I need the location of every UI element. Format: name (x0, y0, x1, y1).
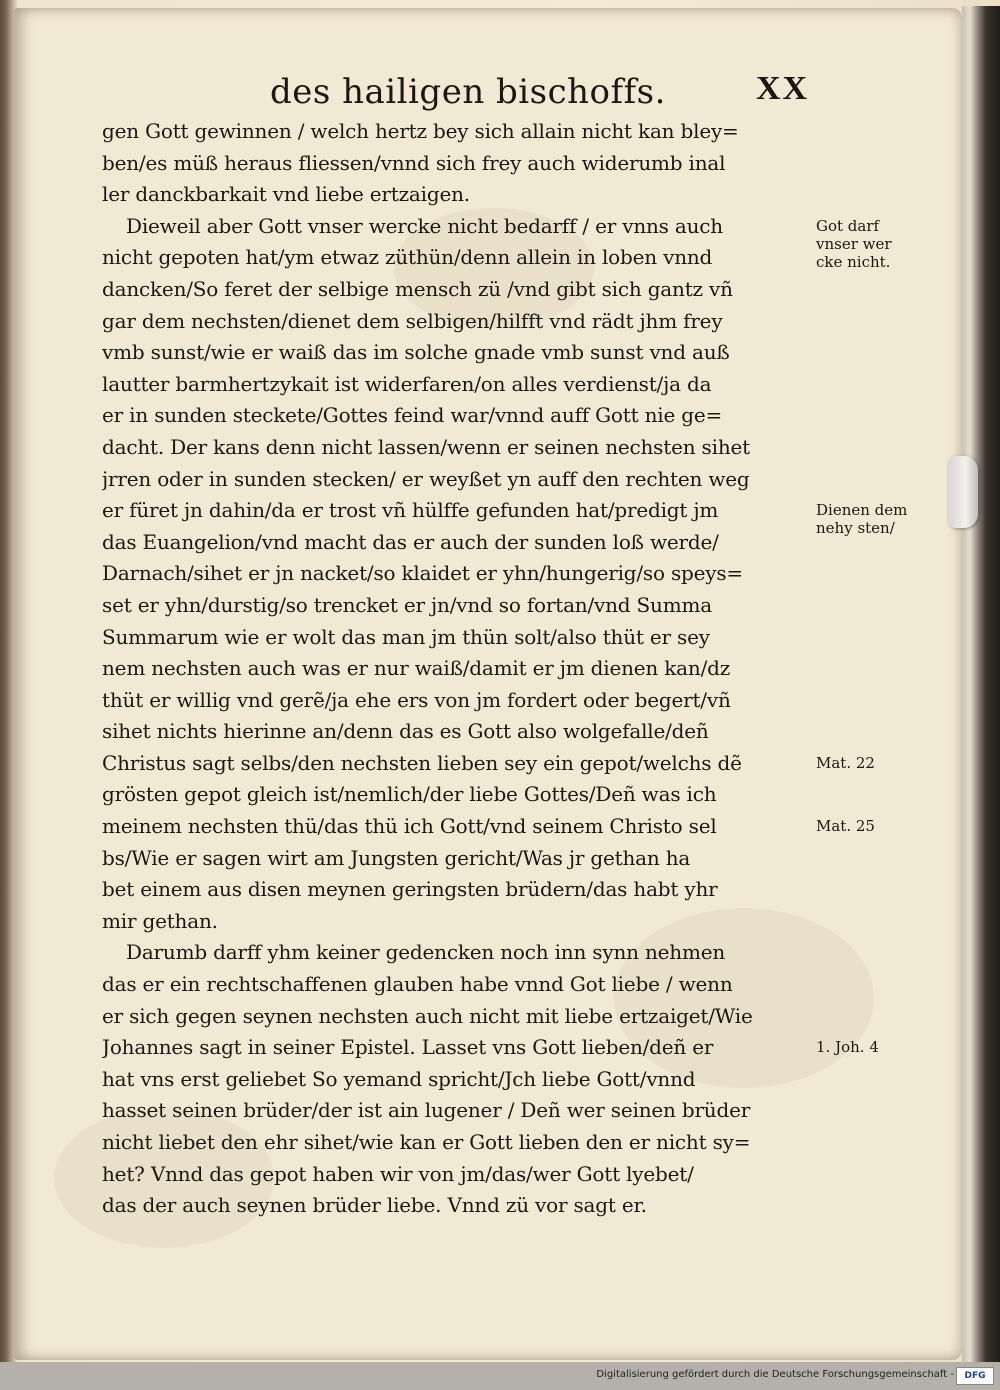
footer-credit: Digitalisierung gefördert durch die Deutsche Forschungsgemeinschaft - (596, 1369, 954, 1380)
page-edge (962, 6, 1000, 1362)
text-line: gen Gott gewinnen / welch hertz bey sich allain nicht kan bley= (102, 119, 739, 143)
text-line: vmb sunst/wie er waiß das im solche gnade vmb sunst vnd auß (102, 340, 730, 365)
text-line: das der auch seynen brüder liebe. Vnnd zü vor sagt er. (102, 1193, 647, 1218)
text-line: mir gethan. (102, 908, 218, 933)
text-line: Darnach/sihet er jn nacket/so klaidet er yhn/hungerig/so speys= (102, 561, 743, 586)
running-header: des hailigen bischoffs. (270, 72, 666, 112)
text-line: ler danckbarkait vnd liebe ertzaigen. (102, 182, 470, 207)
margin-note: Mat. 25 (816, 817, 875, 836)
text-line: er füret jn dahin/da er trost vñ hülffe gefunden hat/predigt jm (102, 498, 719, 523)
text-line: dancken/So feret der selbige mensch zü /vnd gibt sich gantz vñ (102, 276, 733, 301)
text-line: nem nechsten auch was er nur waiß/damit er jm dienen kan/dz (102, 656, 731, 681)
text-line: het? Vnnd das gepot haben wir von jm/das/wer Gott lyebet/ (102, 1161, 694, 1186)
text-line: hat vns erst geliebet So yemand spricht/Jch liebe Gott/vnnd (102, 1066, 696, 1091)
text-line: nicht gepoten hat/ym etwaz züthün/denn allein in loben vnnd (102, 245, 713, 270)
text-line: hasset seinen brüder/der ist ain lugener / Deñ wer seinen brüder (102, 1098, 751, 1123)
text-line: Darumb darff yhm keiner gedencken noch inn synn nehmen (126, 940, 726, 965)
text-line: Dieweil aber Gott vnser wercke nicht bedarff / er vnns auch (126, 213, 723, 238)
text-line: Johannes sagt in seiner Epistel. Lasset vns Gott lieben/deñ er (102, 1035, 714, 1060)
text-line: Christus sagt selbs/den nechsten lieben sey ein gepot/welchs dẽ (102, 750, 742, 775)
text-line: meinem nechsten thü/das thü ich Gott/vnd seinem Christo sel (102, 814, 717, 839)
text-line: das er ein rechtschaffenen glauben habe vnnd Got liebe / wenn (102, 972, 733, 997)
body-text (102, 116, 822, 1222)
text-line: ben/es müß heraus fliessen/vnnd sich frey auch widerumb inal (102, 150, 726, 175)
text-line: bet einem aus disen meynen geringsten brüdern/das habt yhr (102, 877, 718, 902)
text-line: nicht liebet den ehr sihet/wie kan er Gott lieben den er nicht sy= (102, 1130, 751, 1154)
text-line: Summarum wie er wolt das man jm thün solt/also thüt er sey (102, 624, 710, 649)
margin-note: Got darf vnser wer cke nicht. (816, 216, 892, 271)
page-marker-tab (948, 456, 978, 528)
text-line: gar dem nechsten/dienet dem selbigen/hilfft vnd rädt jhm frey (102, 308, 723, 333)
text-line: lautter barmhertzykait ist widerfaren/on alles verdienst/ja da (102, 371, 712, 396)
text-line: sihet nichts hierinne an/denn das es Gott also wolgefalle/deñ (102, 719, 709, 744)
margin-note: Dienen dem nehy sten/ (816, 501, 908, 538)
text-line: jrren oder in sunden stecken/ er weyßet yn auff den rechten weg (102, 466, 750, 491)
text-line: bs/Wie er sagen wirt am Jungsten gericht/Was jr gethan ha (102, 845, 691, 870)
folio-number: XX (756, 70, 810, 107)
dfg-logo: DFG (956, 1367, 994, 1385)
text-line: grösten gepot gleich ist/nemlich/der liebe Gottes/Deñ was ich (102, 782, 717, 807)
margin-note: Mat. 22 (816, 754, 875, 772)
text-line: er sich gegen seynen nechsten auch nicht mit liebe ertzaiget/Wie (102, 1003, 753, 1028)
footer-bar (0, 1362, 1000, 1390)
margin-note: 1. Joh. 4 (816, 1038, 879, 1057)
text-line: thüt er willig vnd gerẽ/ja ehe ers von jm fordert oder begert/vñ (102, 687, 731, 712)
text-line: er in sunden steckete/Gottes feind war/vnnd auff Gott nie ge= (102, 403, 723, 428)
text-line: dacht. Der kans denn nicht lassen/wenn er seinen nechsten sihet (102, 434, 750, 459)
text-line: set er yhn/durstig/so trencket er jn/vnd so fortan/vnd Summa (102, 592, 712, 617)
text-line: das Euangelion/vnd macht das er auch der sunden loß werde/ (102, 529, 719, 554)
